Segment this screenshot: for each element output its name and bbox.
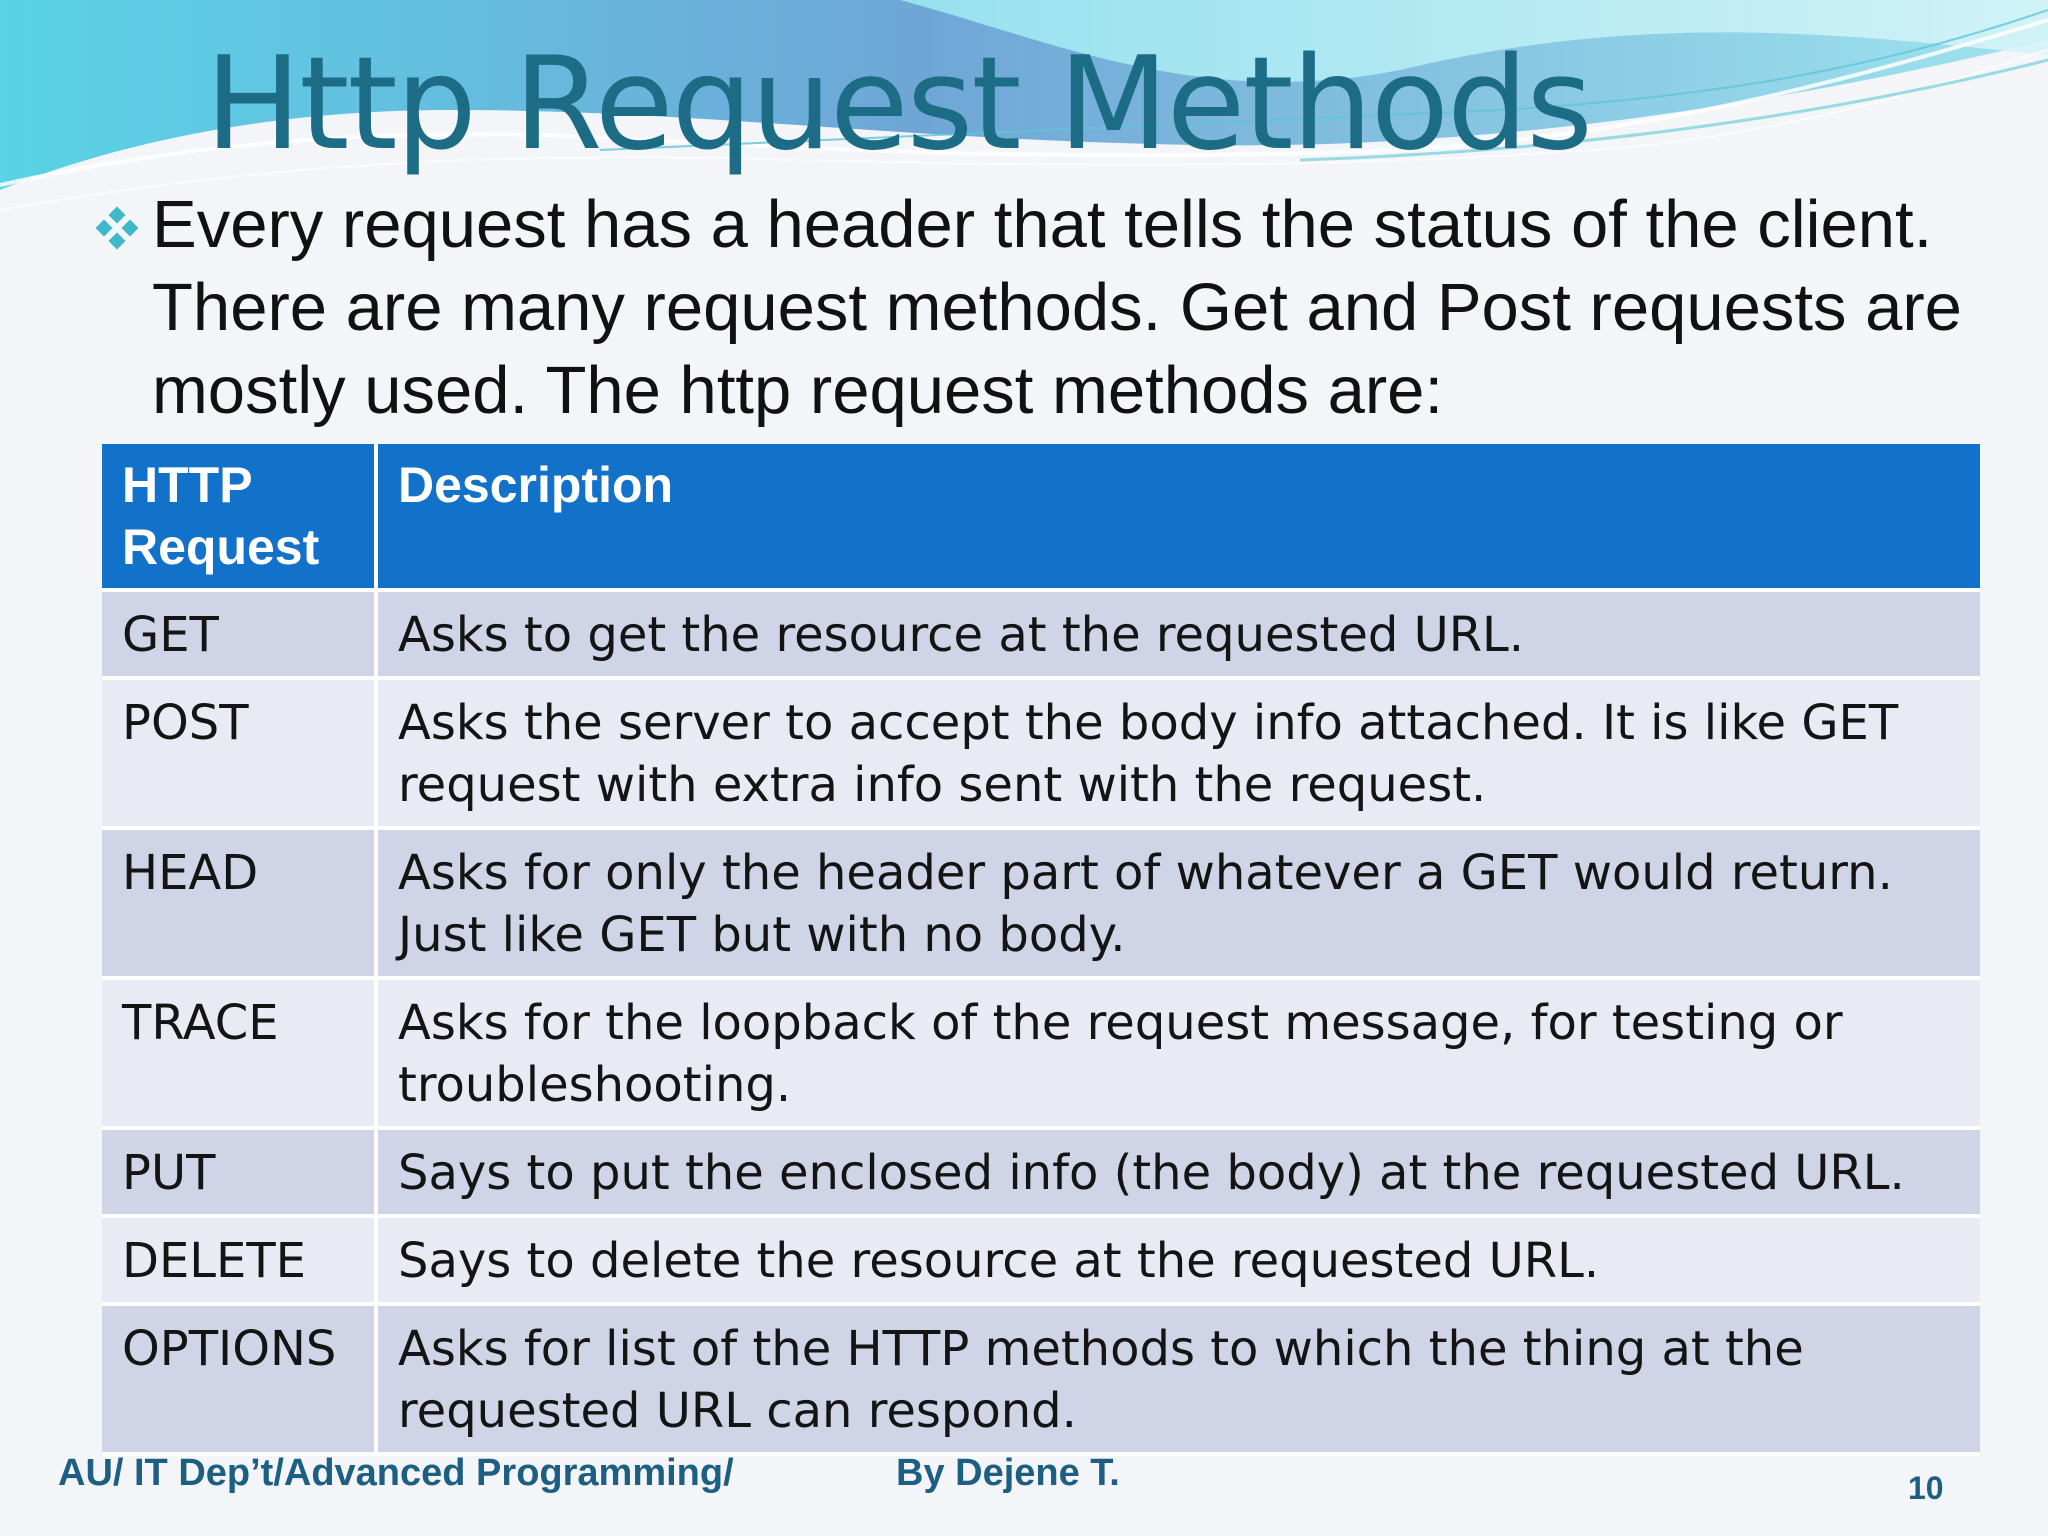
table-header-row — [102, 444, 1980, 590]
intro-text: Every request has a header that tells the status of the client. There are many request methods. Get and Post requests are mostly used. The http request methods are: — [152, 187, 1962, 428]
table-row — [102, 978, 1980, 1128]
description-cell: Asks to get the resource at the requested URL. — [376, 590, 1980, 678]
table-row — [102, 1304, 1980, 1454]
footer-author: By Dejene T. — [896, 1452, 1120, 1494]
slide-title: Http Request Methods — [205, 30, 1591, 179]
table-row — [102, 1216, 1980, 1304]
header-http-request: HTTP Request — [102, 444, 376, 590]
http-methods-table — [102, 444, 1980, 1456]
diamond-bullet-icon — [92, 205, 142, 255]
table-row — [102, 1128, 1980, 1216]
description-cell: Says to put the enclosed info (the body) at the requested URL. — [376, 1128, 1980, 1216]
header-description: Description — [376, 444, 1980, 590]
table-row — [102, 678, 1980, 828]
method-cell: OPTIONS — [102, 1304, 376, 1454]
method-cell: TRACE — [102, 978, 376, 1128]
method-cell: POST — [102, 678, 376, 828]
page-number: 10 — [1908, 1470, 1944, 1506]
description-cell: Asks the server to accept the body info attached. It is like GET request with extra info sent with the request. — [376, 678, 1980, 828]
method-cell: DELETE — [102, 1216, 376, 1304]
description-cell: Says to delete the resource at the requested URL. — [376, 1216, 1980, 1304]
description-cell: Asks for the loopback of the request message, for testing or troubleshooting. — [376, 978, 1980, 1128]
method-cell: PUT — [102, 1128, 376, 1216]
method-cell: GET — [102, 590, 376, 678]
description-cell: Asks for list of the HTTP methods to which the thing at the requested URL can respond. — [376, 1304, 1980, 1454]
method-cell: HEAD — [102, 828, 376, 978]
description-cell: Asks for only the header part of whatever a GET would return. Just like GET but with no body. — [376, 828, 1980, 978]
table-row — [102, 828, 1980, 978]
footer-course: AU/ IT Dep’t/Advanced Programming/ — [58, 1452, 734, 1494]
table-row — [102, 590, 1980, 678]
